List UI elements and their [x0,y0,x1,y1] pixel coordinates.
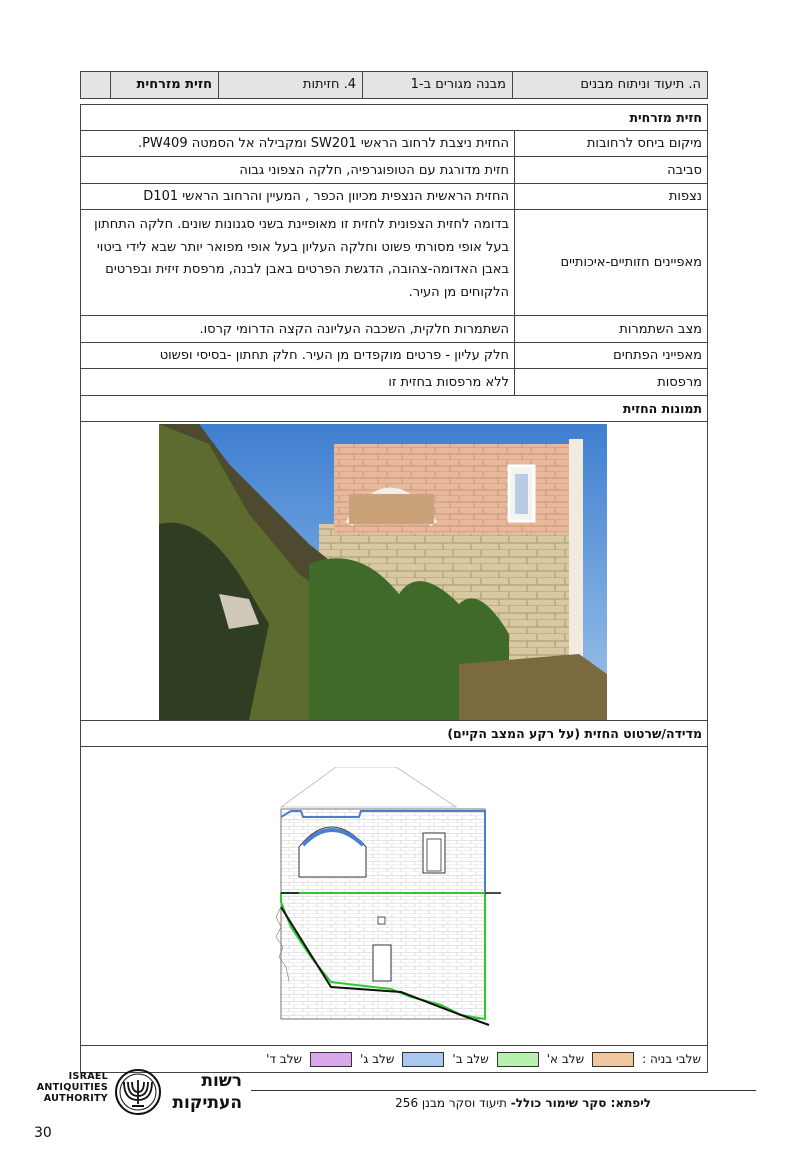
row-value: חלק עליון - פרטים מוקפדים מן העיר. חלק תחתון -בסיסי ופשוט [159,348,509,363]
table-row [81,131,707,157]
org-name-he [170,1070,242,1114]
org-en-line: AUTHORITY [43,1093,108,1104]
facade-photo [159,424,607,720]
facade-table [80,104,708,1073]
legend-label-stage-3: שלב ג' [360,1052,395,1066]
row-value: החזית הראשית הנצפית מכיוון הכפר , המעיין והרחוב הראשי D101 [143,189,509,204]
header-chapter: ה. תיעוד וניתוח מבנים [512,72,707,98]
footer-divider [251,1090,756,1091]
row-label: מאפיינים חזותיים-איכותיים [514,210,707,315]
footer-text-bold: ליפתא: סקר שימור כולל- [510,1096,651,1110]
org-he-line: רשות [201,1071,242,1091]
header-building: מבנה מגורים ב-1 [362,72,512,98]
legend-label-stage-4: שלב ד' [266,1052,303,1066]
legend-label-stage-2: שלב ב' [452,1052,489,1066]
header-empty [81,72,110,98]
legend-label-stage-1: שלב א' [546,1052,585,1066]
org-he-line: העתיקות [172,1093,242,1113]
section-title: חזית מזרחית [629,110,702,125]
row-value: החזית ניצבת לרחוב הראשי SW201 ומקבילה אל הסמטה PW409. [137,136,509,151]
table-row [81,184,707,210]
header-facade: חזית מזרחית [110,72,218,98]
drawing-title: מדידה/שרטוט החזית (על רקע המצב הקיים) [447,726,702,741]
table-row [81,369,707,396]
row-value: בדומה לחזית הצפונית לחזית זו מאופיינת בשני סגנונות שונים. חלקה התחתון בעל אופי מסורתי פשוט וחלקה העליון בעל אופי מפואר יותר שבא לידי ביטוי באבן האדומה-צהובה, הדגשת הפרטים באבן לבנה, מרפסת זיזית ובפרטים הלקוחים מן העיר. [94,217,509,300]
table-row [81,316,707,343]
org-name-en [34,1071,108,1104]
row-label: מאפייני הפתחים [514,343,707,368]
row-label: מיקום ביחס לרחובות [514,131,707,156]
row-label: נצפות [514,184,707,209]
table-row [81,343,707,369]
row-label: סביבה [514,157,707,183]
row-value: חזית מדורגת עם הטופוגרפיה, חלקה הצפוני גבוה [239,162,509,178]
footer-text [251,1096,651,1110]
drawing-row [81,747,707,1046]
legend-swatch-stage-2 [402,1052,444,1067]
org-en-line: ISRAEL [68,1071,108,1082]
drawing-title-row [81,721,707,747]
legend-swatch-stage-3 [310,1052,352,1067]
header-strip [80,71,708,99]
page-number: 30 [34,1125,52,1141]
footer-text-rest: תיעוד וסקר מבנן 256 [395,1096,511,1110]
facade-drawing [231,767,561,1037]
legend-row [81,1046,707,1072]
row-label: מצב השתמרות [514,316,707,342]
menorah-logo-icon [114,1068,162,1116]
legend-title: שלבי בניה : [642,1052,701,1066]
legend-swatch-stage-1 [497,1052,539,1067]
row-label: מרפסות [514,369,707,395]
org-en-line: ANTIQUITIES [36,1082,108,1093]
row-value: השתמרות חלקית, השכבה העליונה הקצה הדרומי קרסו. [199,321,509,337]
photo-title-row [81,396,707,422]
section-title-row [81,105,707,131]
table-row [81,157,707,184]
legend-swatch-stage-4 [592,1052,634,1067]
photo-title: תמונות החזית [622,401,702,416]
row-value: ללא מרפסות בחזית זו [388,374,509,390]
table-row [81,210,707,316]
header-section: 4. חזיתות [218,72,362,98]
photo-row [81,422,707,721]
